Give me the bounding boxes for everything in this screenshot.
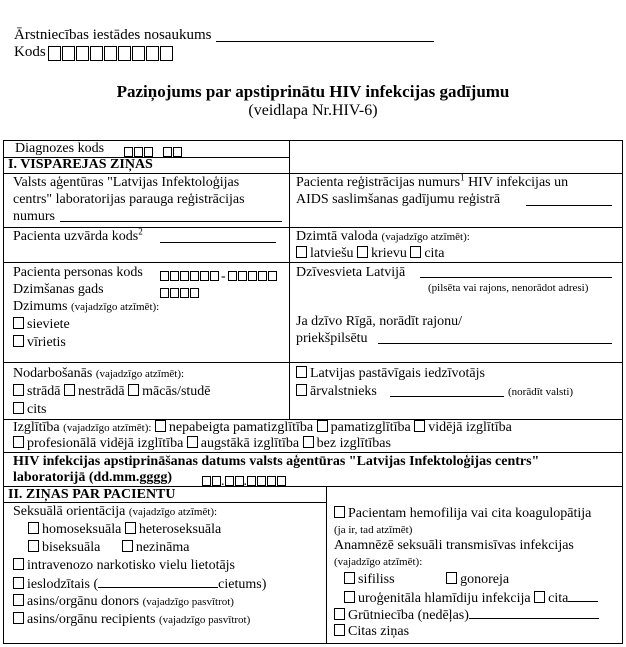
entry-box[interactable] xyxy=(212,476,221,486)
residence-label: Dzīvesvieta Latvijā xyxy=(296,265,406,280)
entry-box[interactable] xyxy=(118,46,131,61)
gender-female-checkbox[interactable]: sieviete xyxy=(13,317,70,333)
emp-not-works-checkbox[interactable]: nestrādā xyxy=(64,384,125,399)
hemophilia-checkbox[interactable]: Pacientam hemofilija vai cita koagulopātija xyxy=(334,506,591,522)
institution-name-field[interactable] xyxy=(216,41,434,42)
entry-box[interactable] xyxy=(170,288,179,298)
sti-history-label: Anamnēzē seksuāli transmisīvas infekcijas xyxy=(334,538,574,553)
sti-other-field[interactable] xyxy=(568,590,598,602)
pregnancy-weeks-field[interactable] xyxy=(469,607,599,619)
lang-latvian-checkbox[interactable]: latviešu xyxy=(296,246,354,261)
entry-box[interactable] xyxy=(144,147,153,157)
resident-checkbox[interactable]: Latvijas pastāvīgais iedzīvotājs xyxy=(296,366,485,382)
syphilis-checkbox[interactable]: sifiliss xyxy=(344,572,395,587)
sample-reg-field[interactable] xyxy=(60,221,282,222)
entry-box[interactable] xyxy=(190,271,199,281)
sample-reg-line1: Valsts aģentūras "Latvijas Infektoloģijas xyxy=(13,175,240,190)
hiv-date-boxes[interactable]: . . xyxy=(202,472,286,490)
employment-label: Nodarbošanās (vajadzīgo atzīmēt): xyxy=(13,366,185,381)
entry-box[interactable] xyxy=(180,271,189,281)
sti-row1 xyxy=(344,572,509,588)
emp-other-checkbox[interactable]: cits xyxy=(13,402,46,418)
entry-box[interactable] xyxy=(235,476,244,486)
foreigner-checkbox[interactable]: ārvalstnieks xyxy=(296,384,377,400)
lang-other-checkbox[interactable]: cita xyxy=(410,246,444,261)
entry-box[interactable] xyxy=(210,271,219,281)
hiv-date-line2: laboratorijā (dd.mm.gggg) xyxy=(13,470,173,485)
pregnancy-row xyxy=(334,607,599,624)
orientation-row2 xyxy=(28,540,189,556)
personal-code-boxes[interactable]: - xyxy=(160,267,277,285)
drug-user-checkbox[interactable]: intravenozo narkotisko vielu lietotājs xyxy=(13,558,235,574)
entry-box[interactable] xyxy=(160,288,169,298)
edu-higher-checkbox[interactable]: augstākā izglītība xyxy=(187,436,299,451)
blood-recipient-row: asins/orgānu recipients (vajadzīgo pasvītrot) xyxy=(13,612,250,628)
surname-code-field[interactable] xyxy=(160,242,276,243)
orientation-row1 xyxy=(28,522,221,538)
entry-box[interactable] xyxy=(228,271,237,281)
riga-district-field[interactable] xyxy=(378,343,612,344)
patient-reg-line2: AIDS saslimšanas gadījumu reģistrā xyxy=(296,192,501,207)
personal-code-label: Pacienta personas kods xyxy=(13,265,143,280)
institution-name-label: Ārstniecības iestādes nosaukums xyxy=(14,27,212,43)
patient-reg-line1: Pacienta reģistrācijas numurs$^1$ HIV infekcijas un xyxy=(296,172,569,190)
form-subtitle: (veidlapa Nr.HIV-6) xyxy=(248,102,378,119)
entry-box[interactable] xyxy=(277,476,286,486)
entry-box[interactable] xyxy=(257,476,266,486)
entry-box[interactable] xyxy=(48,46,61,61)
entry-box[interactable] xyxy=(238,271,247,281)
entry-box[interactable] xyxy=(267,476,276,486)
entry-box[interactable] xyxy=(76,46,89,61)
entry-box[interactable] xyxy=(225,476,234,486)
chlamydia-other-checkbox[interactable]: cita xyxy=(534,591,568,606)
orient-bi-checkbox[interactable]: biseksuāla xyxy=(28,540,100,555)
emp-studies-checkbox[interactable]: mācās/studē xyxy=(128,384,210,399)
lang-russian-checkbox[interactable]: krievu xyxy=(357,246,407,261)
form-title: Paziņojums par apstiprinātu HIV infekcijas gadījumu xyxy=(116,82,510,101)
blood-donor-row: asins/orgānu donors (vajadzīgo pasvītrot) xyxy=(13,594,234,610)
entry-box[interactable] xyxy=(134,147,143,157)
orient-unknown-checkbox[interactable]: nezināma xyxy=(122,540,190,555)
entry-box[interactable] xyxy=(124,147,133,157)
entry-box[interactable] xyxy=(62,46,75,61)
foreigner-hint: (norādīt valsti) xyxy=(508,386,574,398)
gender-label: Dzimums (vajadzīgo atzīmēt): xyxy=(13,299,160,314)
orientation-label: Seksuālā orientācija (vajadzīgo atzīmēt): xyxy=(13,504,218,519)
employment-options xyxy=(13,384,211,400)
entry-box[interactable] xyxy=(170,271,179,281)
residence-field[interactable] xyxy=(420,277,612,278)
code-label: Kods xyxy=(14,44,46,60)
entry-box[interactable] xyxy=(173,147,182,157)
sample-reg-line3: numurs xyxy=(13,209,55,224)
native-lang-label: Dzimtā valoda (vajadzīgo atzīmēt): xyxy=(296,229,470,244)
emp-works-checkbox[interactable]: strādā xyxy=(13,384,60,399)
entry-box[interactable] xyxy=(258,271,267,281)
entry-box[interactable] xyxy=(163,147,172,157)
imprisoned-row: ieslodzītais ( cietums) xyxy=(13,576,266,593)
sti-row2 xyxy=(344,590,598,607)
education-row1: Izglītība (vajadzīgo atzīmēt): nepabeigta pamatizglītība pamatizglītība vidējā izglītība xyxy=(13,420,512,435)
sample-reg-line2: centrs" laboratorijas parauga reģistrācijas xyxy=(13,192,245,207)
edu-none-checkbox[interactable]: bez izglītības xyxy=(303,436,391,451)
gonorrhea-checkbox[interactable]: gonoreja xyxy=(446,572,509,587)
entry-box[interactable] xyxy=(180,288,189,298)
entry-box[interactable] xyxy=(247,476,256,486)
prison-name-field[interactable] xyxy=(98,576,218,588)
patient-reg-field[interactable] xyxy=(526,205,612,206)
hemophilia-hint: (ja ir, tad atzīmēt) xyxy=(334,524,413,536)
entry-box[interactable] xyxy=(200,271,209,281)
gender-male-checkbox[interactable]: vīrietis xyxy=(13,335,66,351)
institution-code-boxes[interactable] xyxy=(48,44,173,62)
imprisoned-checkbox[interactable]: ieslodzītais ( xyxy=(13,577,98,592)
entry-box[interactable] xyxy=(132,46,145,61)
edu-basic-checkbox[interactable]: pamatizglītība xyxy=(317,420,411,435)
section1-title: I. VISPĀRĒJĀS ZIŅAS xyxy=(8,157,153,172)
blood-donor-checkbox[interactable]: asins/orgānu donors xyxy=(13,594,139,609)
surname-code-label: Pacienta uzvārda kods$^2$ xyxy=(13,226,143,244)
riga-line1: Ja dzīvo Rīgā, norādīt rajonu/ xyxy=(296,314,463,329)
orient-hetero-checkbox[interactable]: heteroseksuāla xyxy=(125,522,221,537)
edu-secondary-checkbox[interactable]: vidējā izglītība xyxy=(414,420,512,435)
riga-line2: priekšpilsētu xyxy=(296,331,368,346)
entry-box[interactable] xyxy=(160,271,169,281)
entry-box[interactable] xyxy=(160,46,173,61)
birth-year-boxes[interactable] xyxy=(160,284,199,302)
entry-box[interactable] xyxy=(146,46,159,61)
residence-hint: (pilsēta vai rajons, nenorādot adresi) xyxy=(428,282,589,294)
foreigner-country-field[interactable] xyxy=(390,396,504,397)
hiv-date-line1: HIV infekcijas apstiprināšanas datums valsts aģentūras "Latvijas Infektoloģijas centrs" xyxy=(13,454,540,469)
diagnosis-code-label: Diagnozes kods xyxy=(15,141,105,156)
edu-vocational-checkbox[interactable]: profesionālā vidējā izglītība xyxy=(13,436,183,451)
entry-box[interactable] xyxy=(248,271,257,281)
orient-homo-checkbox[interactable]: homoseksuāla xyxy=(28,522,121,537)
education-row2 xyxy=(13,436,391,452)
other-info-checkbox[interactable]: Citas ziņas xyxy=(334,624,409,640)
entry-box[interactable] xyxy=(90,46,103,61)
edu-incomplete-checkbox[interactable]: nepabeigta pamatizglītība xyxy=(155,420,313,435)
entry-box[interactable] xyxy=(268,271,277,281)
native-lang-options xyxy=(296,246,445,262)
birth-year-label: Dzimšanas gads xyxy=(13,282,104,297)
pregnancy-checkbox[interactable]: Grūtniecība (nedēļas) xyxy=(334,608,469,623)
sti-hint: (vajadzīgo atzīmēt): xyxy=(334,556,423,568)
entry-box[interactable] xyxy=(202,476,211,486)
chlamydia-checkbox[interactable]: uroģenitāla hlamīdiju infekcija xyxy=(344,591,531,606)
section2-title: II. ZIŅAS PAR PACIENTU xyxy=(8,487,176,502)
entry-box[interactable] xyxy=(190,288,199,298)
blood-recipient-checkbox[interactable]: asins/orgānu recipients xyxy=(13,612,155,627)
entry-box[interactable] xyxy=(104,46,117,61)
